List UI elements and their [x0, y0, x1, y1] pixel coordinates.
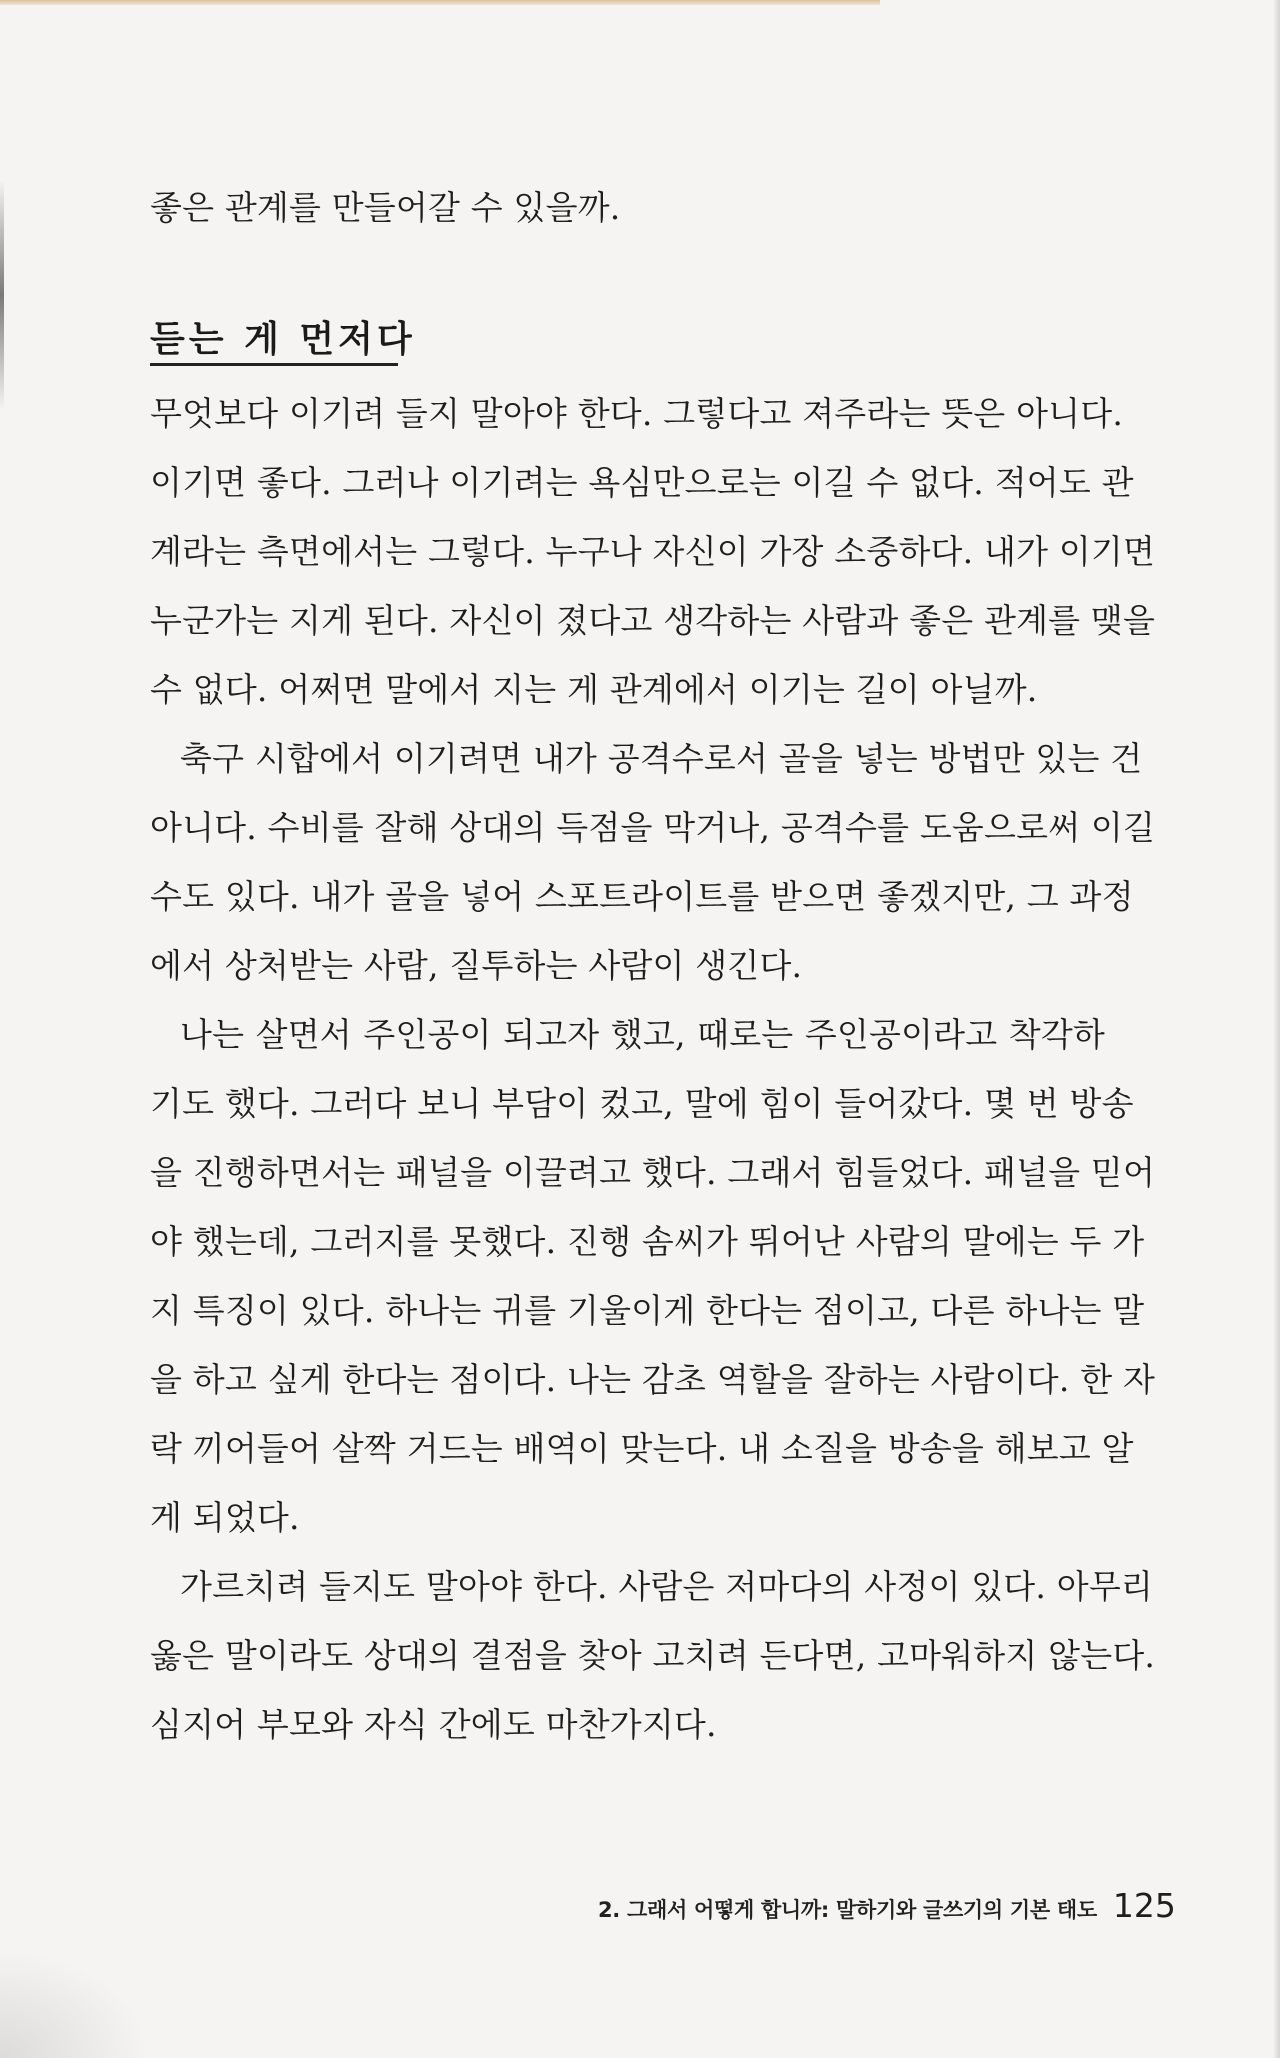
paragraph-line: 나는 살면서 주인공이 되고자 했고, 때로는 주인공이라고 착각하 [180, 1015, 1105, 1054]
page-left-shadow [0, 180, 4, 410]
paragraph-line: 계라는 측면에서는 그렇다. 누구나 자신이 가장 소중하다. 내가 이기면 [150, 532, 1156, 571]
paragraph-line: 에서 상처받는 사람, 질투하는 사람이 생긴다. [150, 946, 803, 985]
paragraph-line: 을 하고 싶게 한다는 점이다. 나는 감초 역할을 잘하는 사람이다. 한 자 [150, 1360, 1156, 1399]
paragraph-line: 누군가는 지게 된다. 자신이 졌다고 생각하는 사람과 좋은 관계를 맺을 [150, 601, 1156, 640]
paragraph-line: 수 없다. 어쩌면 말에서 지는 게 관계에서 이기는 길이 아닐까. [150, 670, 1038, 709]
paragraph-line: 지 특징이 있다. 하나는 귀를 기울이게 한다는 점이고, 다른 하나는 말 [150, 1291, 1145, 1330]
paragraph-line: 을 진행하면서는 패널을 이끌려고 했다. 그래서 힘들었다. 패널을 믿어 [150, 1153, 1156, 1192]
section-heading-underline [150, 363, 398, 366]
paragraph-line: 수도 있다. 내가 골을 넣어 스포트라이트를 받으면 좋겠지만, 그 과정 [150, 877, 1134, 916]
paragraph-line: 가르치려 들지도 말아야 한다. 사람은 저마다의 사정이 있다. 아무리 [180, 1567, 1154, 1606]
paragraph-line: 게 되었다. [150, 1498, 300, 1537]
section-heading: 듣는 게 먼저다 [150, 319, 416, 360]
page-corner-speckle [0, 1948, 150, 2058]
paragraph-line: 옳은 말이라도 상대의 결점을 찾아 고치려 든다면, 고마워하지 않는다. [150, 1636, 1156, 1675]
paragraph-line: 심지어 부모와 자식 간에도 마찬가지다. [150, 1705, 717, 1744]
paragraph-line: 기도 했다. 그러다 보니 부담이 컸고, 말에 힘이 들어갔다. 몇 번 방송 [150, 1084, 1134, 1123]
paragraph-line: 야 했는데, 그러지를 못했다. 진행 솜씨가 뛰어난 사람의 말에는 두 가 [150, 1222, 1145, 1261]
running-title: 2. 그래서 어떻게 합니까: 말하기와 글쓰기의 기본 태도 [598, 1898, 1097, 1922]
paragraph-line: 락 끼어들어 살짝 거드는 배역이 맞는다. 내 소질을 방송을 해보고 알 [150, 1429, 1134, 1468]
paragraph-line: 축구 시합에서 이기려면 내가 공격수로서 골을 넣는 방법만 있는 건 [180, 739, 1143, 778]
intro-line: 좋은 관계를 만들어갈 수 있을까. [150, 188, 621, 227]
page-right-edge [1274, 0, 1280, 2058]
paragraph-line: 이기면 좋다. 그러나 이기려는 욕심만으로는 이길 수 없다. 적어도 관 [150, 463, 1134, 502]
page-top-edge [0, 0, 880, 5]
page-number: 125 [1112, 1886, 1176, 1925]
paragraph-line: 무엇보다 이기려 들지 말아야 한다. 그렇다고 져주라는 뜻은 아니다. [150, 394, 1124, 433]
paragraph-line: 아니다. 수비를 잘해 상대의 득점을 막거나, 공격수를 도움으로써 이길 [150, 808, 1156, 847]
page-footer [598, 1886, 1176, 1925]
